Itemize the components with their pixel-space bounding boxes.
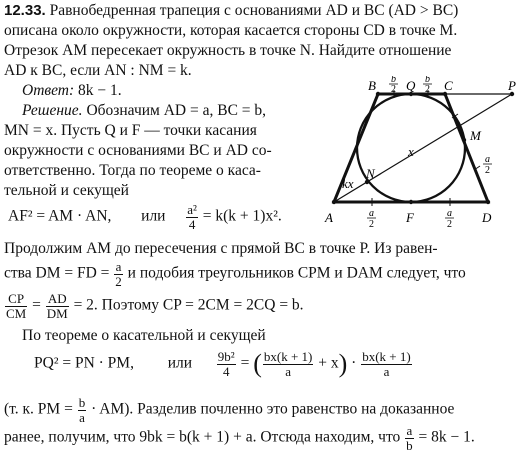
frac-a2-side-num: a (485, 154, 490, 165)
frac-a2-left-den: 2 (369, 219, 374, 230)
label-c: C (444, 78, 453, 93)
problem-line-3: Отрезок AM пересекает окружность в точке N. Найдите отношение (4, 42, 452, 59)
para2-line-2: ства DM = FD = $\frac{a}{2}$ и подобия треугольников CPM и DAM следует, что (4, 259, 466, 289)
p5-fraction: $\frac{b}{a}$ (78, 395, 86, 425)
answer-line (22, 82, 122, 101)
p3-fraction-2: $\frac{AD}{DM}$ (46, 291, 68, 321)
frac-b2-left-den: 2 (391, 84, 396, 95)
answer-label: Ответ: (22, 82, 75, 99)
eq1-left: AF² = AM · AN, (8, 207, 112, 225)
solution-line-1 (22, 102, 266, 121)
answer-value: 8k − 1. (78, 82, 122, 99)
frac-b2-left-num: b (391, 76, 396, 85)
trapezoid-figure (320, 76, 529, 232)
eq2-fraction-1: $\frac{\text{9b²}}{4}$ (217, 349, 235, 379)
problem-line-2: описана около окружности, которая касается стороны CD в точке M. (4, 22, 458, 39)
label-d: D (482, 210, 492, 225)
problem-line-4: AD к BC, если AN : NM = k. (4, 62, 192, 79)
equation-2: PQ² = PN · PM, или $\frac{\text{9b²}}{4}$ = ( $\frac{bx(k + 1)}{a}$ + x) · $\frac{bx(k + 1)}{a}$ (34, 349, 411, 379)
frac-a2-right-den: 2 (447, 219, 452, 230)
eq1-fraction: $\frac{\text{a²}}{4}$ (187, 202, 197, 232)
solution-line-3: окружности с основаниями BC и AD со- (4, 142, 272, 159)
para4-line-1: (т. к. PM = $\frac{b}{a}$ · AM). Разделив почленно это равенство на доказанное (4, 395, 455, 425)
problem-number: 12.33. (4, 2, 46, 19)
problem-line-1 (4, 2, 458, 21)
label-kx: kx (342, 176, 354, 191)
p3-fraction-1: $\frac{CP}{CM}$ (6, 291, 27, 321)
solution-text-1: Обозначим AD = a, BC = b, (86, 102, 267, 119)
label-b: B (368, 78, 376, 93)
label-p: P (508, 78, 516, 93)
label-f: F (406, 210, 414, 225)
label-q: Q (406, 78, 416, 93)
para2-line-3: $\frac{CP}{CM}$ = $\frac{AD}{DM}$ = 2. Поэтому CP = 2CM = 2CQ = b. (6, 291, 304, 321)
problem-text-1: Равнобедренная трапеция с основаниями AD и BC (AD > BC) (49, 2, 459, 19)
solution-label: Решение. (22, 102, 83, 119)
solution-line-2: MN = x. Пусть Q и F — точки касания (4, 122, 257, 139)
para3-line: По теореме о касательной и секущей (22, 327, 266, 344)
solution-line-5: тельной и секущей (4, 182, 129, 199)
para2-line-1: Продолжим AM до пересечения с прямой BC в точке P. Из равен- (4, 240, 438, 257)
frac-b2-right-num: b (425, 76, 430, 85)
para4-line-2: ранее, получим, что 9bk = b(k + 1) + a. Отсюда находим, что $\frac{a}{b}$ = 8k − 1. (4, 423, 475, 453)
label-n: N (366, 166, 375, 181)
eq1-right: = k(k + 1)x². (202, 207, 282, 225)
eq2-fraction-2: $\frac{bx(k + 1)}{a}$ (263, 349, 313, 379)
label-m: M (470, 128, 481, 143)
frac-a2-right-num: a (447, 208, 452, 219)
frac-b2-right-den: 2 (425, 84, 430, 95)
equation-1 (8, 203, 282, 231)
p2-fraction: $\frac{a}{2}$ (115, 259, 122, 289)
label-x: x (408, 144, 414, 159)
label-a: A (325, 210, 333, 225)
secant-line-ap (334, 94, 512, 202)
frac-a2-left-num: a (369, 208, 374, 219)
p6-fraction: $\frac{a}{b}$ (406, 423, 413, 453)
eq2-fraction-3: $\frac{bx(k + 1)}{a}$ (362, 349, 411, 379)
eq1-or: или (141, 207, 166, 225)
frac-a2-side-den: 2 (485, 165, 490, 176)
solution-line-4: ответственно. Тогда по теореме о каса- (4, 162, 261, 179)
